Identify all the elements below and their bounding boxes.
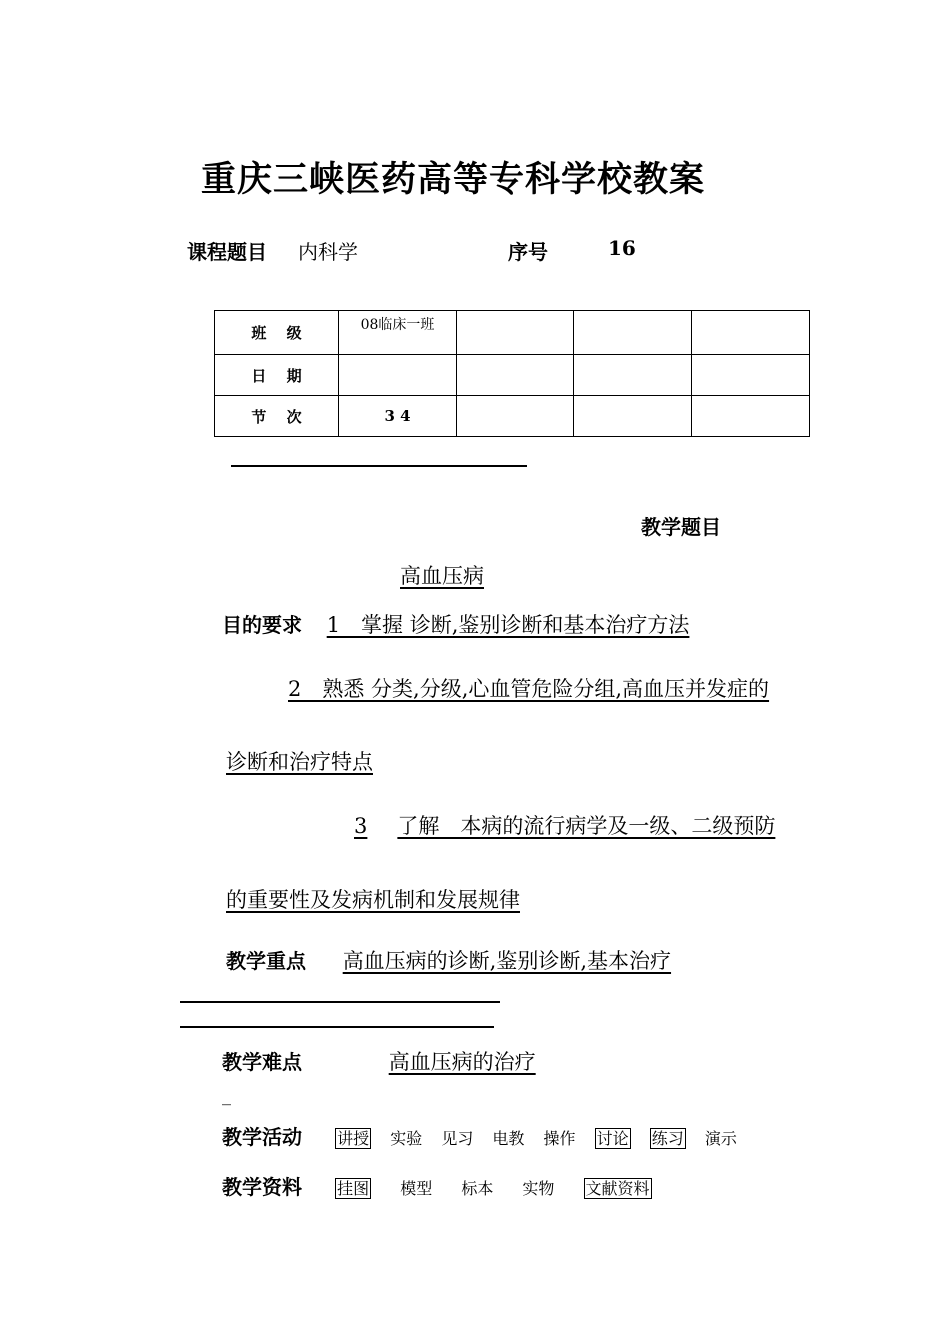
cell-date-value	[339, 355, 457, 396]
activity-lecture: 讲授	[337, 1129, 370, 1148]
cell-empty	[457, 396, 574, 437]
objectives-line-1	[222, 609, 755, 639]
document-title: 重庆三峡医药高等专科学校教案	[200, 160, 705, 200]
cell-period-value: 3 4	[339, 396, 457, 437]
objective-1: 1 掌握 诊断,鉴别诊断和基本治疗方法	[326, 613, 690, 637]
objectives-line-4	[226, 810, 775, 840]
cell-empty	[574, 355, 692, 396]
objectives-label: 目的要求	[222, 613, 302, 637]
difficulty-value: 高血压病的治疗	[388, 1050, 536, 1074]
activity-experiment: 实验	[390, 1129, 423, 1148]
difficulty-label: 教学难点	[222, 1050, 302, 1074]
topic-value: 高血压病	[400, 564, 484, 588]
activity-observation: 见习	[441, 1129, 474, 1148]
material-specimen: 标本	[461, 1179, 494, 1198]
blank-line	[180, 1026, 494, 1028]
topic-line	[222, 560, 484, 590]
material-object: 实物	[522, 1179, 555, 1198]
seq-value: 16	[608, 236, 636, 260]
cell-empty	[574, 396, 692, 437]
table-row	[215, 355, 810, 396]
cell-empty	[692, 396, 810, 437]
objectives-line-2	[226, 673, 769, 703]
objective-2-continued: 诊断和治疗特点	[226, 750, 373, 774]
course-label: 课程题目	[187, 240, 267, 264]
cell-empty	[574, 311, 692, 355]
cell-empty	[692, 355, 810, 396]
cell-empty	[457, 311, 574, 355]
cell-empty	[457, 355, 574, 396]
keypoints-value: 高血压病的诊断,鉴别诊断,基本治疗	[342, 949, 672, 973]
activity-operation: 操作	[543, 1129, 576, 1148]
row-label-class: 班 级	[215, 311, 339, 355]
blank-line	[180, 1001, 500, 1003]
dash-mark: _	[222, 1085, 231, 1106]
material-wall-chart: 挂图	[337, 1179, 370, 1198]
difficulty-line	[222, 1046, 536, 1076]
materials-line	[222, 1171, 652, 1200]
material-model: 模型	[400, 1179, 433, 1198]
topic-label: 教学题目	[641, 515, 721, 539]
activity-practice: 练习	[651, 1129, 684, 1148]
materials-label: 教学资料	[222, 1175, 302, 1199]
row-label-date: 日 期	[215, 355, 339, 396]
objective-3-continued: 的重要性及发病机制和发展规律	[226, 888, 520, 912]
objective-3: 了解 本病的流行病学及一级、二级预防	[397, 814, 776, 838]
course-value: 内科学	[298, 240, 358, 264]
keypoints-label: 教学重点	[226, 949, 306, 973]
cell-class-value: 08临床一班	[339, 311, 457, 355]
material-literature: 文献资料	[585, 1179, 650, 1198]
row-label-period: 节 次	[215, 396, 339, 437]
keypoints-line	[226, 945, 671, 975]
seq-label: 序号	[508, 240, 548, 264]
separator-line	[231, 465, 527, 467]
activities-line	[222, 1121, 737, 1150]
activity-discussion: 讨论	[596, 1129, 629, 1148]
table-row	[215, 311, 810, 355]
activities-label: 教学活动	[222, 1125, 302, 1149]
table-row	[215, 396, 810, 437]
cell-empty	[692, 311, 810, 355]
activity-media: 电教	[492, 1129, 525, 1148]
objective-2: 2 熟悉 分类,分级,心血管危险分组,高血压并发症的	[288, 677, 770, 701]
activity-demo: 演示	[704, 1129, 737, 1148]
class-info-table	[214, 310, 810, 437]
objective-3-number: 3	[354, 814, 368, 838]
